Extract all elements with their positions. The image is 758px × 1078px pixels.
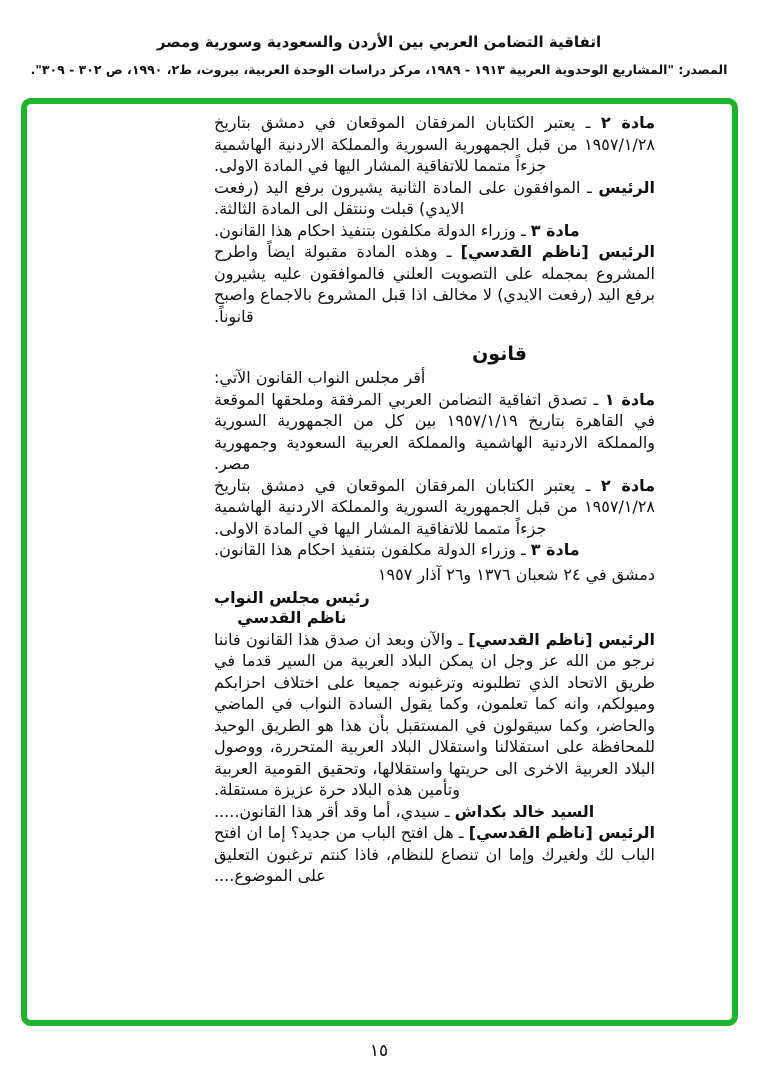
paragraph-text: ـ وزراء الدولة مكلفون بتنفيذ احكام هذا القانون. — [214, 220, 531, 240]
paragraph-lead: مادة ٣ — [530, 220, 580, 240]
signature — [214, 588, 370, 628]
page-footer — [0, 1040, 758, 1062]
paragraph-text: ـ الموافقون على المادة الثانية يشيرون برفع اليد (رفعت الايدي) قبلت وننتقل الى المادة الثالثة. — [214, 177, 599, 218]
law-article-1 — [214, 389, 655, 475]
paragraph-president-speech — [214, 629, 655, 801]
paragraph-lead: مادة ٢ — [600, 475, 656, 495]
paragraph-president-reply — [214, 822, 655, 887]
paragraph-text: ـ تصدق اتفاقية التضامن العربي المرفقة وملحقها الموقعة في القاهرة بتاريخ ١٩٥٧/١/١٩ بين كل من الجمهورية السورية والمملكة الاردنية الهاشمية والمملكة العربية السعودية وجمهورية مصر. — [214, 389, 656, 473]
paragraph-text: ـ يعتبر الكتابان المرفقان الموقعان في دمشق بتاريخ ١٩٥٧/١/٢٨ من قبل الجمهورية السورية والمملكة الاردنية الهاشمية جزءاً متمما للاتفاقية المشار اليها في المادة الاولى. — [214, 113, 655, 175]
law-article-3 — [214, 539, 655, 561]
dateline: دمشق في ٢٤ شعبان ١٣٧٦ و٢٦ آذار ١٩٥٧ — [377, 564, 655, 584]
page-header — [0, 0, 758, 78]
document-title: اتفاقية التضامن العربي بين الأردن والسعودية وسورية ومصر — [156, 33, 602, 51]
paragraph-lead: مادة ١ — [604, 389, 656, 409]
law-heading: قانون — [472, 343, 527, 365]
paragraph-text: ـ وزراء الدولة مكلفون بتنفيذ احكام هذا القانون. — [214, 540, 531, 559]
paragraph-khaled-bakdash — [214, 801, 655, 823]
signature-title: رئيس مجلس النواب — [214, 588, 370, 607]
paragraph-text: ـ وهذه المادة مقبولة ايضاً واطرح المشروع بمجمله على التصويت العلني فالموافقون عليه يشيرون برفع اليد (رفعت الايدي) لا مخالف اذا قبل المشروع بالاجماع واصبح قانوناً. — [214, 242, 655, 326]
paragraph-text: ـ سيدي، أما وقد أقر هذا القانون..... — [214, 801, 455, 821]
paragraph-lead: الرئيس [ناظم القدسي] — [468, 823, 655, 842]
law-article-2 — [214, 475, 655, 540]
paragraph-lead: الرئيس — [598, 177, 655, 197]
paragraph-lead: مادة ٣ — [530, 540, 580, 559]
paragraph-text: ـ يعتبر الكتابان المرفقان الموقعان في دمشق بتاريخ ١٩٥٧/١/٢٨ من قبل الجمهورية السورية والمملكة الاردنية الهاشمية جزءاً متمما للاتفاقية المشار اليها في المادة الاولى. — [214, 475, 655, 538]
source-citation: المصدر: "المشاريع الوحدوية العربية ١٩١٣ - ١٩٨٩، مركز دراسات الوحدة العربية، بيروت، ط٢، ١٩٩٠، ص ٣٠٢ - ٣٠٩". — [30, 62, 728, 77]
content-frame — [21, 98, 738, 1026]
paragraph-lead: الرئيس [ناظم القدسي] — [460, 242, 655, 261]
paragraph-lead: السيد خالد بكداش — [454, 801, 595, 821]
signature-block — [214, 588, 655, 629]
paragraph-lead: الرئيس [ناظم القدسي] — [468, 629, 656, 649]
signature-name: ناظم القدسي — [237, 608, 347, 627]
paragraph-text: ـ هل افتح الباب من جديد؟ إما ان افتح الباب لك ولغيرك وإما ان تنصاع للنظام، فاذا كنتم ترغبون التعليق على الموضوع.... — [214, 823, 655, 885]
paragraph-text: ـ والآن وبعد ان صدق هذا القانون فاننا نرجو من الله عز وجل ان يمكن البلاد العربية من السير قدما في طريق الاتحاد الذي تطلبونه وترغبونه جميعا على اختلاف احزابكم وميولكم، وانه كما تعلمون، وكما يقول السادة النواب في الماضي والحاضر، وكما سيقولون في المستقبل بأن هذا هو الطريق الوحيد للمحافظة على استقلالنا واستقلال البلاد العربية المتحررة، ووصول البلاد العربية الاخرى الى حريتها واستقلالها، وتحقيق القومية العربية وتأمين هذه البلاد حرة عزيزة مستقلة. — [214, 629, 655, 799]
paragraph-president-approval — [214, 241, 655, 327]
paragraph-article-3-debate — [214, 220, 655, 242]
page-number: ١٥ — [369, 1041, 389, 1061]
paragraph-president-vote — [214, 177, 655, 220]
law-intro-line: أقر مجلس النواب القانون الآتي: — [214, 368, 426, 387]
paragraph-lead: مادة ٢ — [600, 113, 656, 132]
paragraph-article-2-debate — [214, 112, 655, 177]
document-body — [27, 104, 732, 887]
